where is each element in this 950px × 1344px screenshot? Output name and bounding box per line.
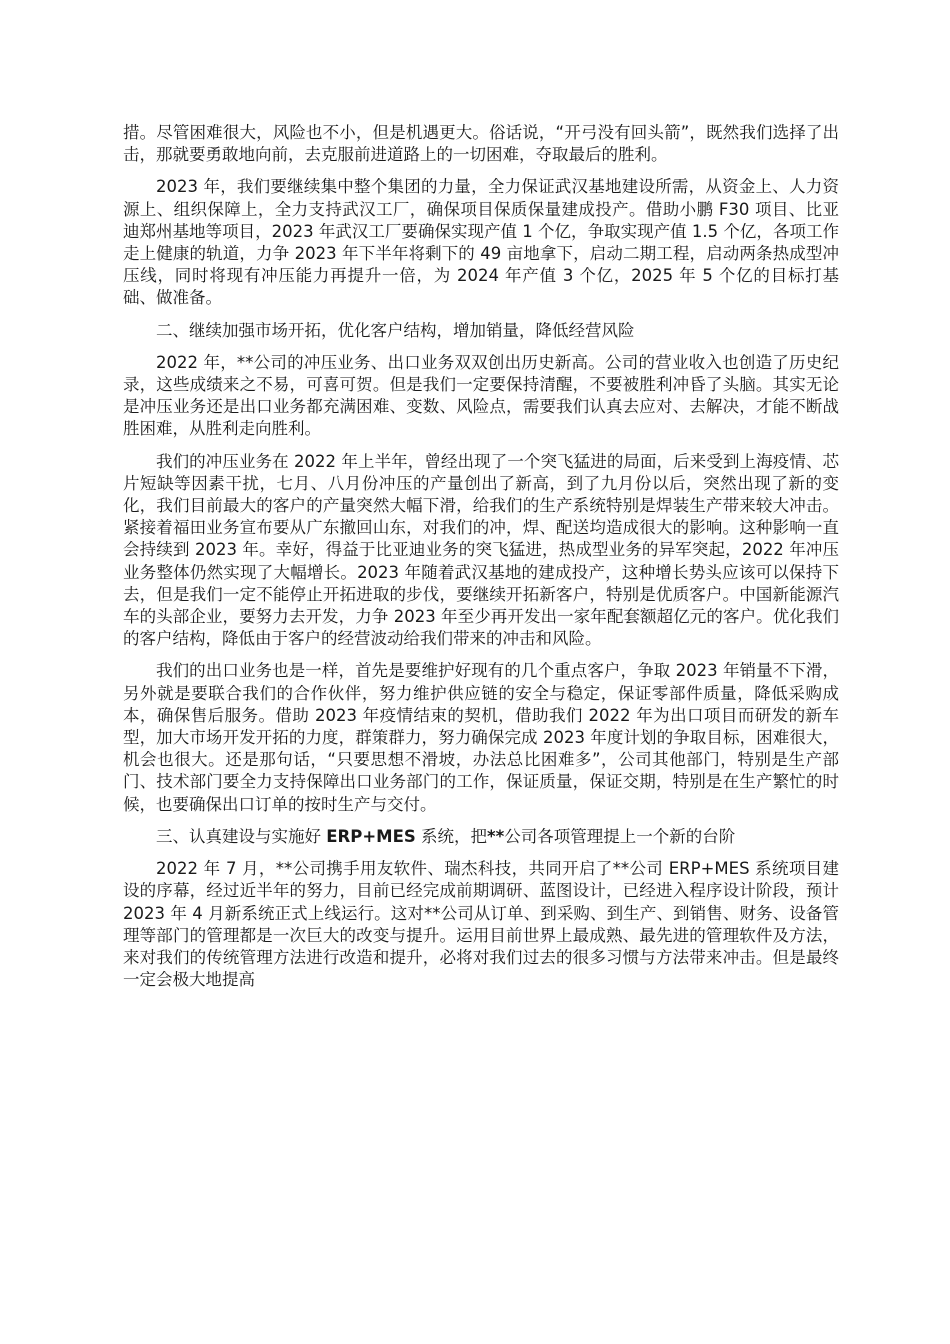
document-body	[123, 122, 839, 1001]
paragraph-erp-mes: 2022 年 7 月，**公司携手用友软件、瑞杰科技，共同开启了**公司 ERP+MES 系统项目建设的序幕，经过近半年的努力，目前已经完成前期调研、蓝图设计，已经进入程序设计阶段，预计 2023 年 4 月新系统正式上线运行。这对**公司从订单、到采购、到生产、到销售、财务、设备管理等部门的管理都是一次巨大的改变与提升。运用目前世界上最成熟、最先进的管理软件及方法，来对我们的传统管理方法进行改造和提升，必将对我们过去的很多习惯与方法带来冲击。但是最终一定会极大地提高	[123, 859, 839, 990]
heading-3-bold-erp: ERP+MES	[326, 826, 416, 846]
paragraph-2022-results: 2022 年，**公司的冲压业务、出口业务双双创出历史新高。公司的营业收入也创造了历史纪录，这些成绩来之不易，可喜可贺。但是我们一定要保持清醒，不要被胜利冲昏了头脑。其实无论是冲压业务还是出口业务都充满困难、变数、风险点，需要我们认真去应对、去解决，才能不断战胜困难，从胜利走向胜利。	[123, 352, 839, 439]
heading-3-text-b: 系统，把	[415, 826, 487, 846]
paragraph-export-business: 我们的出口业务也是一样，首先是要维护好现有的几个重点客户，争取 2023 年销量不下滑，另外就是要联合我们的合作伙伴，努力维护供应链的安全与稳定，保证零部件质量，降低采购成本，确保售后服务。借助 2023 年疫情结束的契机，借助我们 2022 年为出口项目而研发的新车型，加大市场开发开拓的力度，群策群力，努力确保完成 2023 年度计划的争取目标，困难很大，机会也很大。还是那句话，“只要思想不滑坡，办法总比困难多”，公司其他部门，特别是生产部门、技术部门要全力支持保障出口业务部门的工作，保证质量，保证交期，特别是在生产繁忙的时候，也要确保出口订单的按时生产与交付。	[123, 661, 839, 814]
paragraph-continuation: 措。尽管困难很大，风险也不小，但是机遇更大。俗话说，“开弓没有回头箭”，既然我们选择了出击，那就要勇敢地向前，去克服前进道路上的一切困难，夺取最后的胜利。	[123, 123, 839, 165]
heading-3-bold-stars: **	[486, 826, 505, 846]
heading-3-text-a: 三、认真建设与实施好	[156, 826, 327, 846]
section-heading-3	[123, 826, 839, 848]
section-heading-2: 二、继续加强市场开拓，优化客户结构，增加销量，降低经营风险	[156, 320, 635, 340]
heading-3-text-c: 公司各项管理提上一个新的台阶	[504, 826, 736, 846]
paragraph-wuhan-base: 2023 年，我们要继续集中整个集团的力量，全力保证武汉基地建设所需，从资金上、人力资源上、组织保障上，全力支持武汉工厂，确保项目保质保量建成投产。借助小鹏 F30 项目、比亚迪郑州基地等项目，2023 年武汉工厂要确保实现产值 1 个亿，争取实现产值 1.5 个亿，各项工作走上健康的轨道，力争 2023 年下半年将剩下的 49 亩地拿下，启动二期工程，启动两条热成型冲压线，同时将现有冲压能力再提升一倍，为 2024 年产值 3 个亿，2025 年 5 个亿的目标打基础、做准备。	[123, 177, 839, 308]
paragraph-stamping-business: 我们的冲压业务在 2022 年上半年，曾经出现了一个突飞猛进的局面，后来受到上海疫情、芯片短缺等因素干扰，七月、八月份冲压的产量创出了新高，到了九月份以后，突然出现了新的变化，我们目前最大的客户的产量突然大幅下滑，给我们的生产系统特别是焊装生产带来较大冲击。紧接着福田业务宣布要从广东撤回山东，对我们的冲，焊、配送均造成很大的影响。这种影响一直会持续到 2023 年。幸好，得益于比亚迪业务的突飞猛进，热成型业务的异军突起，2022 年冲压业务整体仍然实现了大幅增长。2023 年随着武汉基地的建成投产，这种增长势头应该可以保持下去，但是我们一定不能停止开拓进取的步伐，要继续开拓新客户，特别是优质客户。中国新能源汽车的头部企业，要努力去开发，力争 2023 年至少再开发出一家年配套额超亿元的客户。优化我们的客户结构，降低由于客户的经营波动给我们带来的冲击和风险。	[123, 451, 839, 649]
